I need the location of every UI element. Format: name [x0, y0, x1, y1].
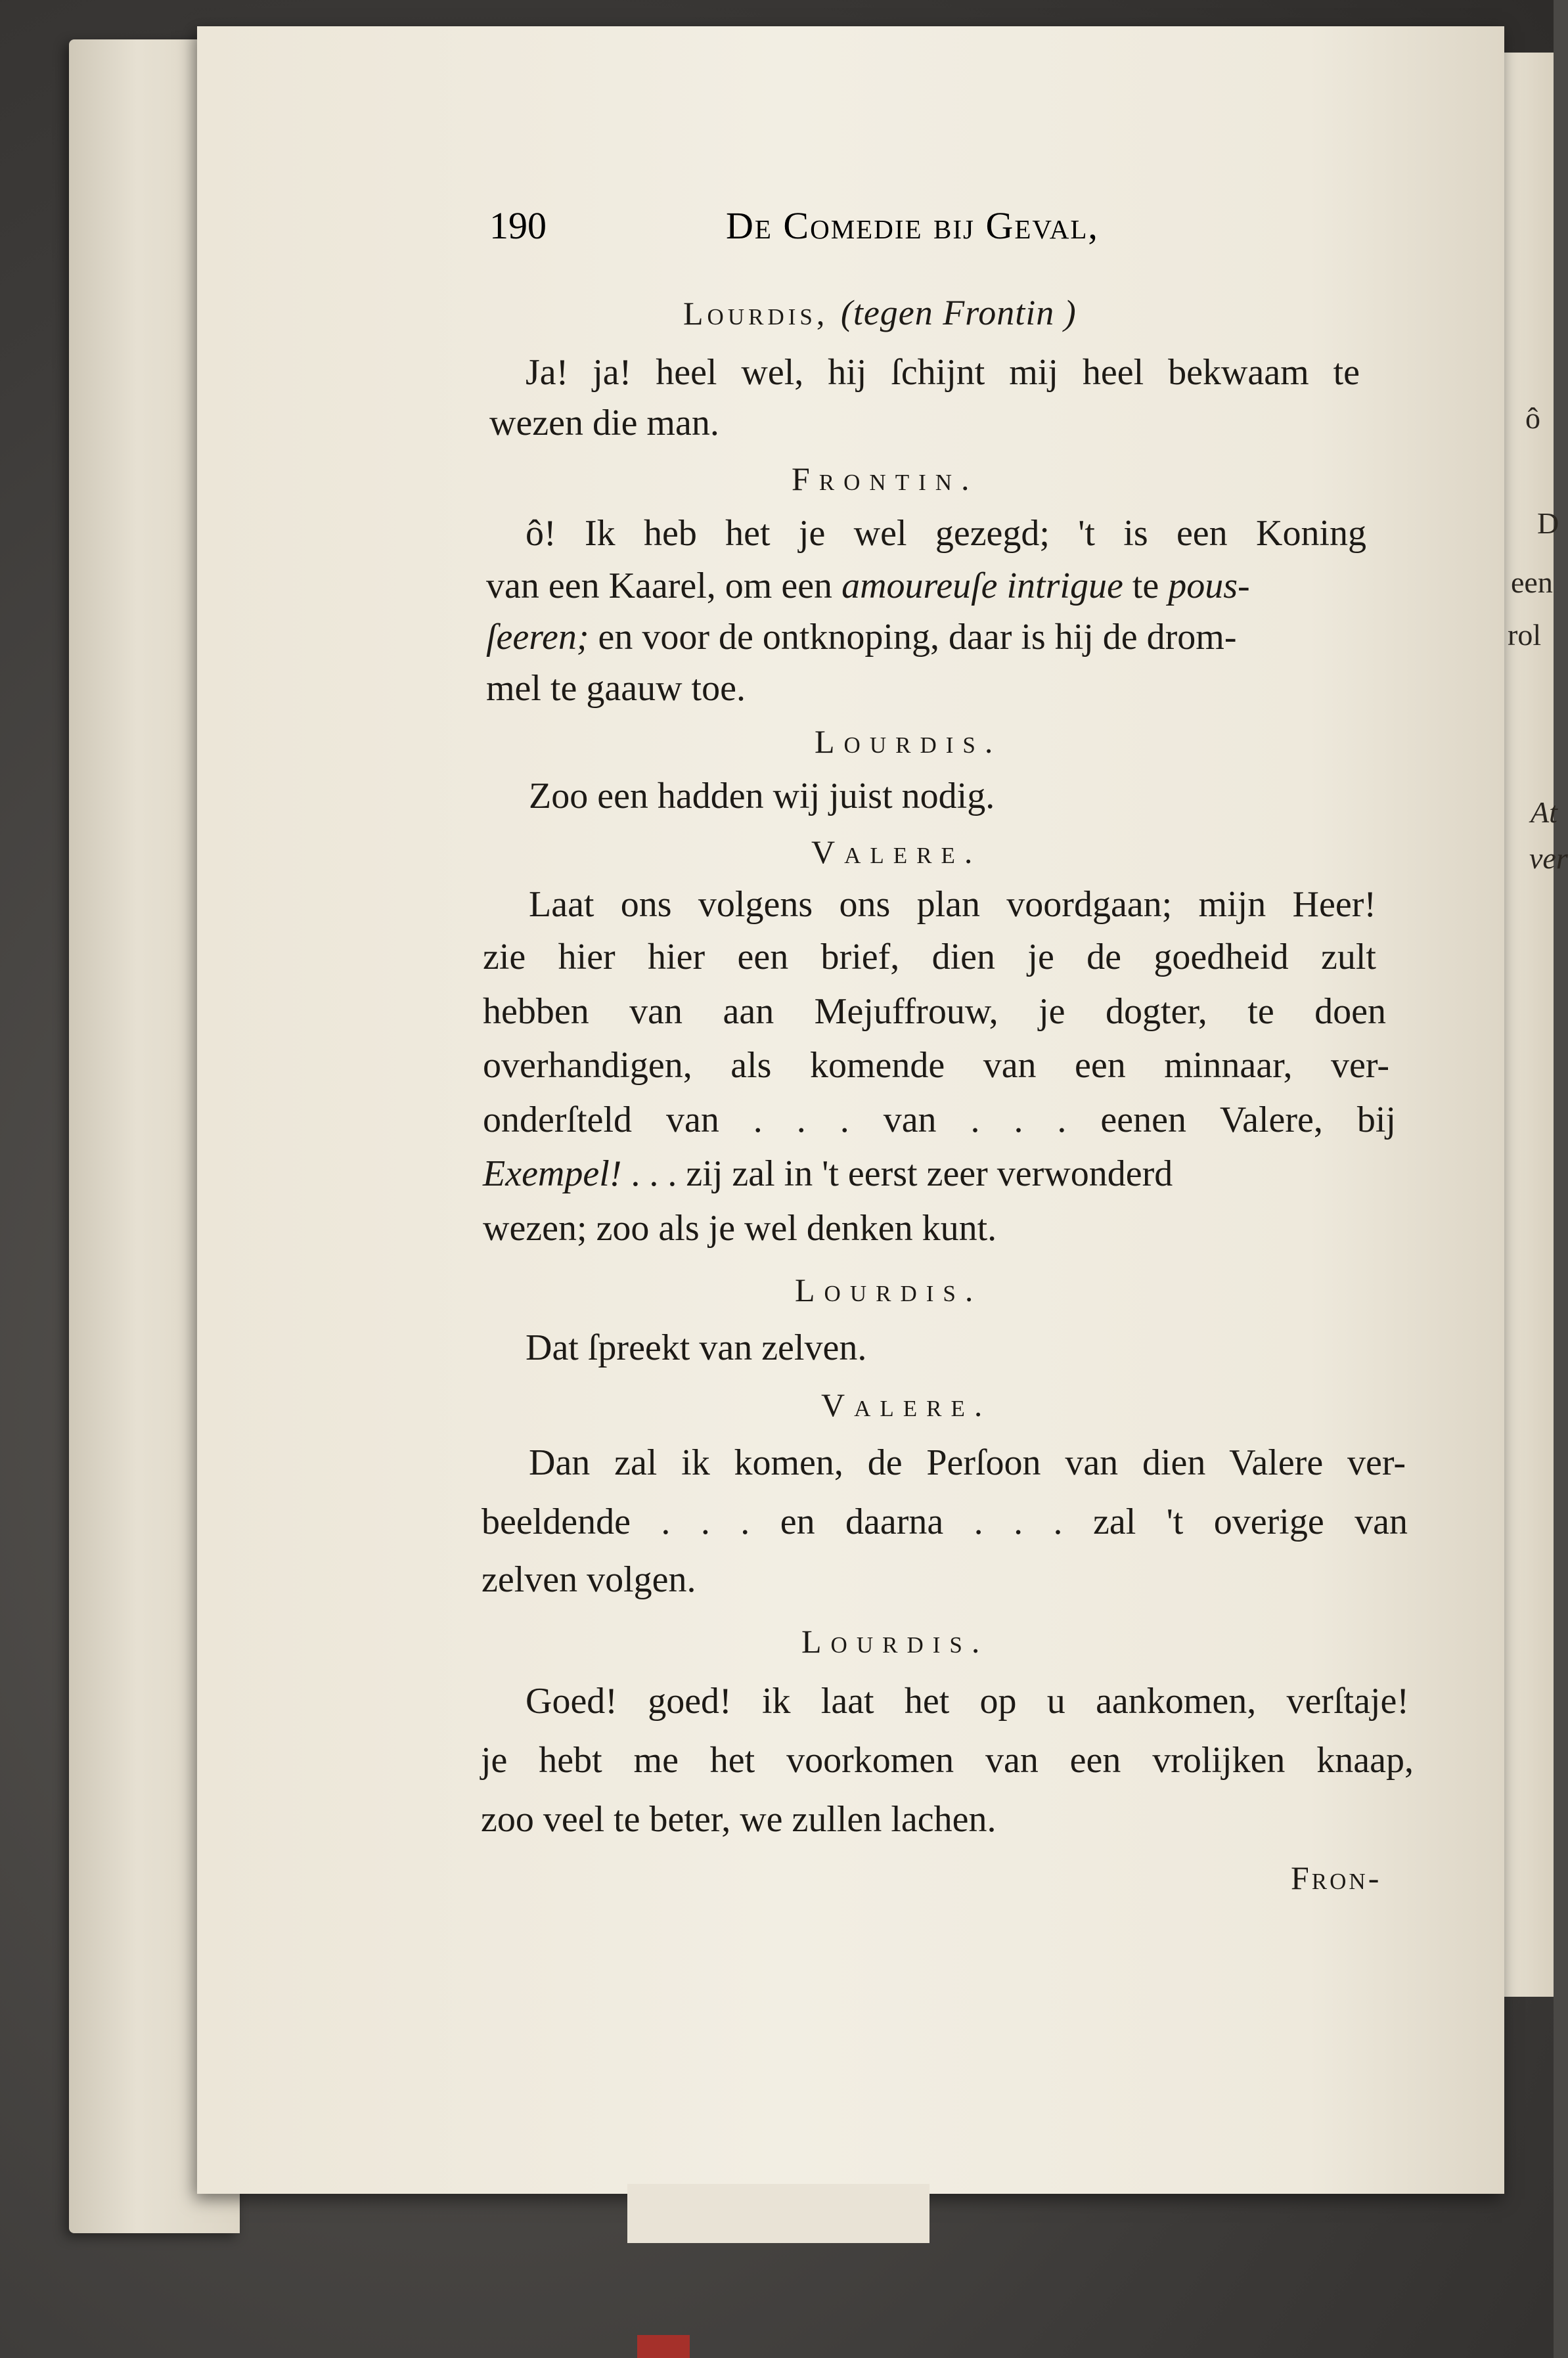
page-tab	[627, 2184, 930, 2243]
stage-direction: (tegen Frontin )	[840, 293, 1077, 332]
facing-fragment: ô	[1525, 401, 1540, 435]
text-line: Dan zal ik komen, de Perſoon van dien Valere ver-	[529, 1442, 1406, 1483]
speaker-heading: Lourdis.	[801, 1623, 989, 1660]
speaker-heading: Lourdis.	[795, 1272, 983, 1308]
speaker-heading: Lourdis.	[815, 723, 1002, 760]
speaker-heading: Valere.	[821, 1387, 992, 1423]
facing-fragment: rol	[1508, 618, 1542, 652]
text-line: zie hier hier een brief, dien je de goedheid zult	[483, 937, 1376, 977]
facing-fragment: At	[1531, 795, 1557, 829]
text-line: Laat ons volgens ons plan voordgaan; mijn Heer!	[529, 884, 1376, 925]
text-line: Goed! goed! ik laat het op u aankomen, verſtaje!	[526, 1681, 1409, 1722]
text-line: ô! Ik heb het je wel gezegd; 't is een Koning	[526, 513, 1366, 554]
text-line: overhandigen, als komende van een minnaar, ver-	[483, 1045, 1389, 1086]
text-line: Exempel! . . . zij zal in 't eerst zeer verwonderd	[483, 1153, 1173, 1194]
text-line: wezen die man.	[489, 403, 719, 443]
text-line: hebben van aan Mejuffrouw, je dogter, te doen	[483, 991, 1386, 1032]
text-line: onderſteld van . . . van . . . eenen Valere, bij	[483, 1100, 1396, 1140]
speaker-name: Lourdis,	[683, 295, 829, 332]
text-line: mel te gaauw toe.	[486, 668, 746, 709]
facing-fragment: D	[1537, 506, 1559, 540]
catchword: Fron-	[1291, 1859, 1382, 1896]
page-number: 190	[489, 204, 547, 247]
facing-fragment: een	[1511, 566, 1553, 599]
text-line: Zoo een hadden wij juist nodig.	[529, 776, 995, 816]
running-head: De Comedie bij Geval,	[726, 204, 1099, 247]
speaker-heading	[683, 292, 1077, 333]
text-line: van een Kaarel, om een amoureuſe intrigue te pous-	[486, 566, 1250, 606]
text-line: Ja! ja! heel wel, hij ſchijnt mij heel bekwaam te	[526, 352, 1360, 393]
text-line: zelven volgen.	[482, 1559, 696, 1600]
text-line: wezen; zoo als je wel denken kunt.	[483, 1208, 997, 1249]
text-line: je hebt me het voorkomen van een vrolijken knaap,	[481, 1740, 1414, 1781]
text-line: beeldende . . . en daarna . . . zal 't overige van	[482, 1502, 1408, 1542]
text-line: zoo veel te beter, we zullen lachen.	[481, 1799, 997, 1840]
speaker-heading: Valere.	[811, 834, 982, 870]
text-line: ſeeren; en voor de ontknoping, daar is hij de drom-	[486, 617, 1237, 657]
speaker-heading: Frontin.	[792, 460, 979, 497]
red-marker	[637, 2335, 690, 2358]
text-line: Dat ſpreekt van zelven.	[526, 1327, 867, 1368]
facing-fragment: ver	[1529, 841, 1568, 875]
page-header	[489, 197, 1179, 256]
